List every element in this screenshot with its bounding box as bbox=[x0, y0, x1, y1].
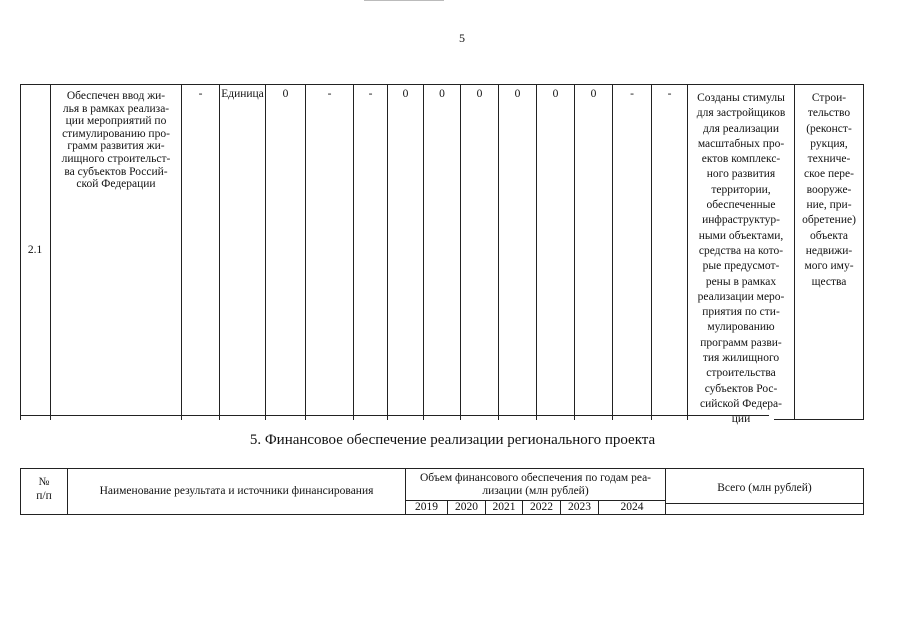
col-border bbox=[863, 468, 864, 515]
finance-table bbox=[20, 468, 864, 516]
col13-value: - bbox=[630, 88, 634, 100]
results-table bbox=[20, 84, 864, 426]
col-border bbox=[353, 84, 354, 420]
row-number: 2.1 bbox=[27, 244, 43, 256]
year-value-2019: 0 bbox=[402, 88, 409, 100]
col-border bbox=[219, 84, 220, 420]
col-border bbox=[574, 84, 575, 420]
year-2019: 2019 bbox=[415, 501, 438, 513]
base-year: - bbox=[327, 88, 332, 100]
col-border bbox=[265, 84, 266, 420]
year-value-2020: 0 bbox=[439, 88, 445, 100]
year-2023: 2023 bbox=[568, 501, 591, 513]
total-row-border bbox=[665, 503, 864, 504]
year-value-2024: 0 bbox=[590, 88, 597, 100]
finance-table-bottom-border bbox=[20, 514, 864, 515]
section-title: 5. Финансовое обеспечение реализации регионального проекта bbox=[249, 432, 656, 448]
col14-value: - bbox=[667, 88, 672, 100]
col-border bbox=[651, 84, 652, 420]
year-2022: 2022 bbox=[530, 501, 553, 513]
col-border bbox=[612, 84, 613, 420]
col-border bbox=[460, 84, 461, 420]
col-border bbox=[536, 84, 537, 420]
col-border bbox=[305, 84, 306, 420]
col6-value: - bbox=[368, 88, 373, 100]
header-total: Всего (млн рублей) bbox=[717, 482, 812, 494]
year-value-2021: 0 bbox=[476, 88, 483, 100]
header-volume: Объем финансового обеспечения по годам реа- лизации (млн рублей) bbox=[419, 472, 652, 497]
finance-table-top-border bbox=[20, 468, 864, 469]
col-border bbox=[387, 84, 388, 420]
table-bottom-border bbox=[20, 415, 769, 416]
year-2020: 2020 bbox=[455, 501, 478, 513]
table-top-border bbox=[20, 84, 864, 85]
col-border bbox=[498, 84, 499, 420]
page-top-mark bbox=[364, 0, 444, 3]
col-border bbox=[181, 84, 182, 420]
result-name: Обеспечен ввод жи- лья в рамках реализа- ции мероприятий по стимулированию про- грамм развития жи- лищного строительст- ва субъектов Россий- ской Федерации bbox=[61, 90, 171, 191]
result-characteristic: Созданы стимулы для застройщиков для реализации масштабных про- ектов комплекс- ного развития территории, обеспеченные инфраструктур- ными объектами, средства на кото- рые предусмот- рены в рамках реализации меро- приятия по сти- мулированию программ разви- тия жилищного строительства субъектов Рос- сийской Федера- ции bbox=[696, 92, 786, 426]
base-value: 0 bbox=[282, 88, 289, 100]
unit: Единица bbox=[221, 88, 264, 100]
page-number: 5 bbox=[459, 31, 465, 45]
year-2021: 2021 bbox=[492, 501, 516, 513]
header-name: Наименование результата и источники финансирования bbox=[99, 485, 374, 497]
year-2024: 2024 bbox=[620, 501, 644, 513]
col-border bbox=[423, 84, 424, 420]
year-value-2022: 0 bbox=[514, 88, 521, 100]
result-type: - bbox=[198, 88, 203, 100]
object-type: Строи- тельство (реконст- рукция, техниче- ское пере- вооруже- ние, при- обретение) объекта недвижи- мого иму- щества bbox=[802, 92, 856, 288]
col-border bbox=[863, 84, 864, 420]
year-value-2023: 0 bbox=[552, 88, 559, 100]
header-number: № п/п bbox=[36, 476, 52, 502]
